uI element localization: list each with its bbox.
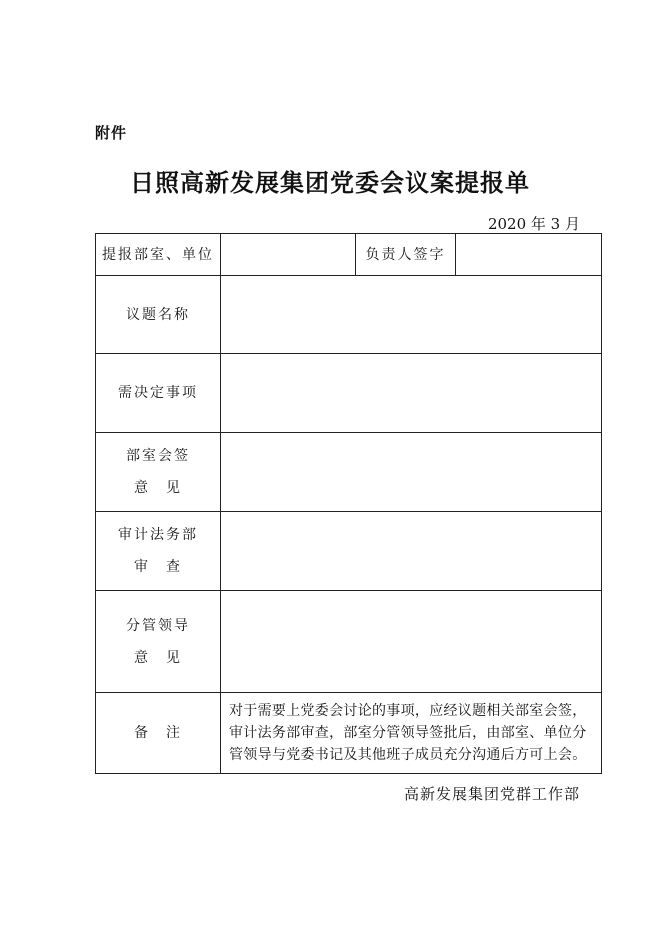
dept-countersign-label-line2: 意 见 — [134, 480, 182, 496]
leader-opinion-label-line2: 意 见 — [134, 649, 182, 666]
leader-opinion-label — [96, 591, 221, 693]
audit-legal-label-line1: 审计法务部 — [118, 527, 198, 543]
footer-department: 高新发展集团党群工作部 — [403, 785, 580, 803]
dept-countersign-field[interactable] — [221, 433, 602, 512]
topic-name-field[interactable] — [221, 276, 602, 354]
audit-legal-label-line2: 审 查 — [134, 559, 182, 575]
dept-unit-field[interactable] — [221, 234, 356, 276]
proposal-form-table — [95, 233, 602, 774]
matters-label: 需决定事项 — [96, 354, 221, 433]
table-row — [96, 234, 602, 276]
table-row — [96, 591, 602, 693]
attachment-label: 附件 — [95, 124, 128, 142]
dept-countersign-label — [96, 433, 221, 512]
leader-opinion-field[interactable] — [221, 591, 602, 693]
table-row — [96, 433, 602, 512]
audit-legal-label — [96, 512, 221, 591]
date-text: 2020 年 3 月 — [487, 215, 580, 233]
responsible-signature-field[interactable] — [456, 234, 602, 276]
matters-field[interactable] — [221, 354, 602, 433]
remarks-text: 对于需要上党委会讨论的事项，应经议题相关部室会签，审计法务部审查，部室分管领导签批后，由部室、单位分管领导与党委书记及其他班子成员充分沟通后方可上会。 — [221, 693, 602, 774]
table-row — [96, 354, 602, 433]
remarks-label: 备 注 — [96, 693, 221, 774]
audit-legal-field[interactable] — [221, 512, 602, 591]
page-title: 日照高新发展集团党委会议案提报单 — [130, 168, 530, 197]
dept-countersign-label-line1: 部室会签 — [126, 448, 190, 464]
table-row — [96, 276, 602, 354]
topic-name-label: 议题名称 — [96, 276, 221, 354]
leader-opinion-label-line1: 分管领导 — [126, 617, 190, 634]
table-row — [96, 693, 602, 774]
dept-unit-label: 提报部室、单位 — [96, 234, 221, 276]
responsible-signature-label: 负责人签字 — [356, 234, 456, 276]
table-row — [96, 512, 602, 591]
